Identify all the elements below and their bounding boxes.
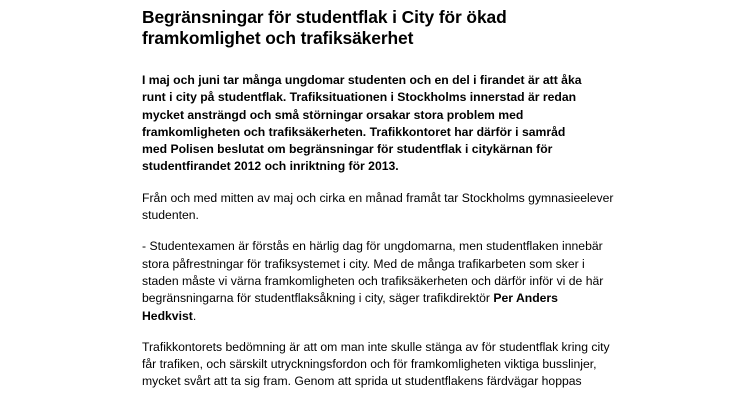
lead-line: I maj och juni tar många ungdomar studenten och en del i firandet är att åka: [142, 73, 582, 87]
body-line: staden måste vi värna framkomligheten och trafiksäkerheten och därför inför vi de här: [142, 273, 604, 288]
headline-line: Begränsningar för studentflak i City för ökad: [142, 7, 507, 27]
headline: [142, 7, 612, 49]
body-paragraph-2: [142, 238, 612, 324]
body-text: .: [192, 308, 197, 323]
lead-line: studentfirandet 2012 och inriktning för 2013.: [142, 159, 399, 174]
lead-paragraph: [142, 72, 612, 176]
lead-line: mycket ansträngd och små störningar orsakar stora problem med: [142, 107, 524, 122]
body-line: får trafiken, och särskilt utryckningsfordon och för framkomligheten viktiga busslinjer,: [142, 357, 597, 372]
person-name: Hedkvist: [142, 308, 193, 323]
lead-line: runt i city på studentflak. Trafiksituationen i Stockholms innerstad är redan: [142, 90, 577, 105]
headline-line: framkomlighet och trafiksäkerhet: [142, 28, 414, 48]
body-line: studenten.: [142, 208, 199, 223]
body-line: [142, 290, 612, 307]
lead-line: framkomligheten och trafiksäkerheten. Trafikkontoret har därför i samråd: [142, 124, 566, 139]
body-paragraph-1: [142, 190, 612, 225]
press-release: [142, 0, 612, 391]
body-line: stora påfrestningar för trafiksystemet i city. Med de många trafikarbeten som sker i: [142, 256, 585, 271]
body-line: Från och med mitten av maj och cirka en månad framåt tar Stockholms gymnasieelever: [142, 190, 614, 205]
body-line: [142, 308, 612, 325]
lead-line: med Polisen beslutat om begränsningar för studentflak i citykärnan för: [142, 142, 553, 157]
body-line: mycket svårt att ta sig fram. Genom att sprida ut studentflakens färdvägar hoppas: [142, 374, 582, 389]
body-text: begränsningarna för studentflaksåkning i city, säger trafikdirektör: [142, 291, 494, 306]
body-line: - Studentexamen är förstås en härlig dag för ungdomarna, men studentflaken innebär: [142, 239, 603, 254]
body-paragraph-3: [142, 339, 612, 391]
person-name: Per Anders: [493, 291, 558, 306]
body-line: Trafikkontorets bedömning är att om man inte skulle stänga av för studentflak kring city: [142, 339, 610, 354]
